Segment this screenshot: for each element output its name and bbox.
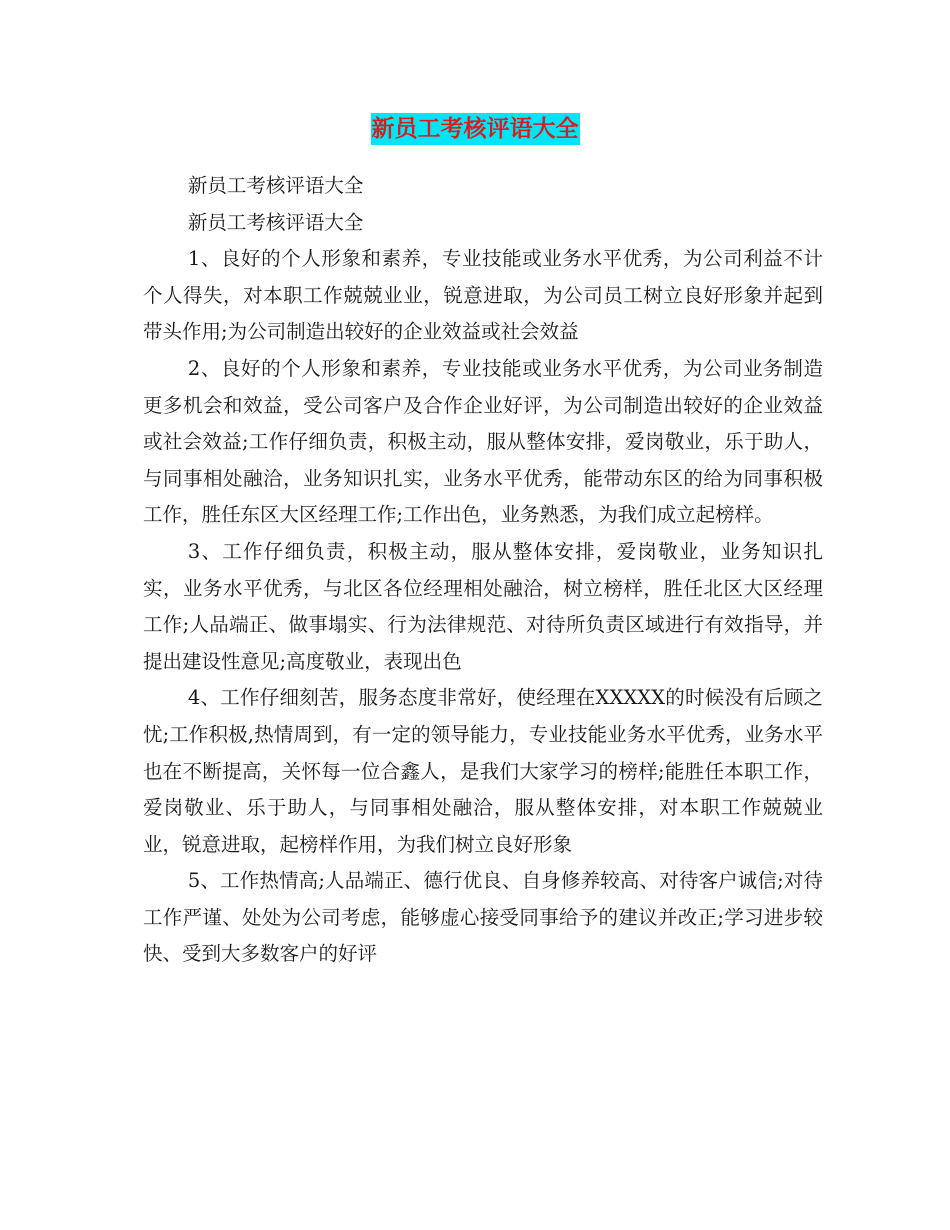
document-title: 新员工考核评语大全 [371, 113, 580, 145]
document-body [143, 168, 823, 973]
paragraph-subtitle-1: 新员工考核评语大全 [187, 174, 364, 197]
paragraph-item-3: 3、工作仔细负责，积极主动，服从整体安排，爱岗敬业，业务知识扎实，业务水平优秀，与北区各位经理相处融洽，树立榜样，胜任北区大区经理工作;人品端正、做事塌实、行为法律规范、对待所负责区域进行有效指导，并提出建设性意见;高度敬业，表现出色 [143, 539, 823, 673]
paragraph-item-1: 1、良好的个人形象和素养，专业技能或业务水平优秀，为公司利益不计个人得失，对本职工作兢兢业业，锐意进取，为公司员工树立良好形象并起到带头作用;为公司制造出较好的企业效益或社会效益 [143, 247, 823, 344]
paragraph-item-5: 5、工作热情高;人品端正、德行优良、自身修养较高、对待客户诚信;对待工作严谨、处处为公司考虑，能够虚心接受同事给予的建议并改正;学习进步较快、受到大多数客户的好评 [143, 869, 823, 966]
paragraph-item-2: 2、良好的个人形象和素养，专业技能或业务水平优秀，为公司业务制造更多机会和效益，受公司客户及合作企业好评，为公司制造出较好的企业效益或社会效益;工作仔细负责，积极主动，服从整体安排，爱岗敬业，乐于助人，与同事相处融洽，业务知识扎实，业务水平优秀，能带动东区的给为同事积极工作，胜任东区大区经理工作;工作出色，业务熟悉，为我们成立起榜样。 [143, 356, 823, 527]
paragraph-item-4: 4、工作仔细刻苦，服务态度非常好，使经理在XXXXX的时候没有后顾之忧;工作积极,热情周到，有一定的领导能力，专业技能业务水平优秀，业务水平也在不断提高，关怀每一位合鑫人，是我们大家学习的榜样;能胜任本职工作，爱岗敬业、乐于助人，与同事相处融洽，服从整体安排，对本职工作兢兢业业，锐意进取，起榜样作用，为我们树立良好形象 [143, 686, 823, 856]
title-container [0, 113, 950, 145]
paragraph-subtitle-2: 新员工考核评语大全 [187, 210, 364, 234]
